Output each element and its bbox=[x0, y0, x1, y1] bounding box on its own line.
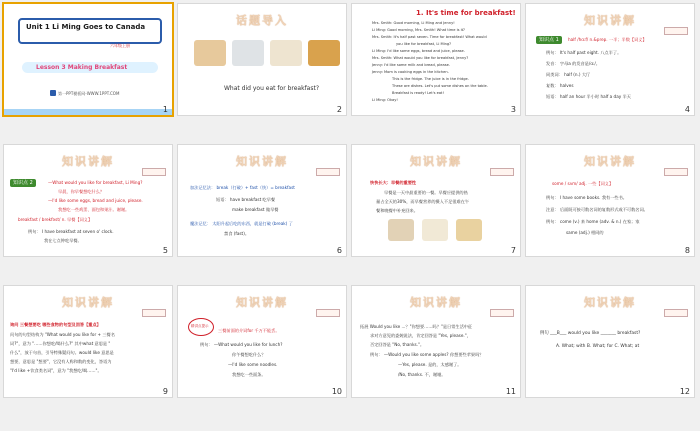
word-definition: some / sʌm/ adj. 一些【词义】 bbox=[552, 181, 614, 186]
body-line: 想要，意思是 "想要"，它没有人称和数的变化，答语为 bbox=[10, 359, 112, 364]
dialog-line: 早晨，你早餐想吃什么？ bbox=[58, 189, 105, 194]
slide-number: 7 bbox=[510, 246, 516, 255]
example-line: 短语： half an hour 半小时 half a day 半天 bbox=[546, 94, 631, 99]
dialog-line: Breakfast is ready! Let's eat! bbox=[392, 91, 444, 95]
slide-heading: 知识讲解 bbox=[236, 155, 288, 168]
example-line: /No, thanks. 不，谢谢。 bbox=[398, 372, 446, 377]
dialog-line: Li Ming: Good morning, Mrs. Smith! What time is it? bbox=[372, 28, 465, 32]
example-line: 例句： —Would you like some apples? 你想要些苹果吗？ bbox=[370, 352, 484, 357]
slide-heading: 知识讲解 bbox=[584, 296, 636, 309]
example-line: —I'd like some noodles. bbox=[228, 362, 278, 367]
slide-thumbnail-5[interactable] bbox=[3, 144, 173, 257]
body-line: 否定回答是 "No, thanks."。 bbox=[370, 342, 425, 347]
tag-icon bbox=[664, 168, 688, 176]
example-line: 例句： I have breakfast at seven o' clock. bbox=[28, 229, 114, 234]
body-line: 什么"，放于句首，引导特殊疑问句。would like 意思是 bbox=[10, 350, 114, 355]
slide-thumbnail-12[interactable] bbox=[525, 285, 695, 398]
dialog-line: Li Ming: I'd like some eggs, bread and juice, please. bbox=[372, 49, 465, 53]
eggs-photo bbox=[388, 219, 414, 241]
dialog-line: Mrs. Smith: What would you like for breakfast, Jenny? bbox=[372, 56, 469, 60]
footer-text: 第一PPT模板网-WWW.1PPT.COM bbox=[58, 91, 120, 96]
slide-number: 1 bbox=[162, 105, 168, 114]
logo-icon bbox=[50, 90, 56, 96]
tag-icon bbox=[490, 309, 514, 317]
slide-number: 12 bbox=[679, 387, 690, 396]
tip-label: 精讲点提示 bbox=[191, 324, 209, 328]
slide-thumbnail-8[interactable] bbox=[525, 144, 695, 257]
slide-thumbnail-4[interactable] bbox=[525, 3, 695, 116]
body-line: 量占全天的30%，而早餐营养的摄入不足很难在午 bbox=[376, 199, 470, 204]
grammar-title: 询问 三餐想要吃 哪些食物的句型及回答【重点】 bbox=[10, 322, 101, 327]
dialog-line: Jenny: Mom is cooking eggs in the kitchen. bbox=[372, 70, 449, 74]
lesson-title: Lesson 3 Making Breakfast bbox=[36, 64, 128, 71]
subheading: 三餐前面的介词for 千万不能丢。 bbox=[218, 328, 280, 333]
example-line: 发音： 字母a 的发音是/ɑː/。 bbox=[546, 61, 600, 66]
example-line: 复数： halves bbox=[546, 83, 574, 88]
dialog-line: Li Ming: Okay! bbox=[372, 98, 398, 102]
slide-thumbnail-2[interactable] bbox=[177, 3, 347, 116]
tag-icon bbox=[316, 168, 340, 176]
phrase-line: 短语： have breakfast 吃早餐 bbox=[216, 197, 276, 202]
slide-heading: 知识讲解 bbox=[236, 296, 288, 309]
example-line: 同类词： half (n.) 大厅 bbox=[546, 72, 591, 77]
slide-thumbnail-10[interactable] bbox=[177, 285, 347, 398]
body-line: 词?"，意为 "……你想吃/喝什么?" 其中what 意思是 " bbox=[10, 341, 111, 346]
slide-heading: 知识讲解 bbox=[62, 296, 114, 309]
porridge-photo bbox=[456, 219, 482, 241]
slide-number: 3 bbox=[510, 105, 516, 114]
tag-icon bbox=[490, 168, 514, 176]
dialog-line: 我想吃一些鸡蛋、面包和果汁。谢谢。 bbox=[58, 207, 130, 212]
slide-thumbnail-11[interactable] bbox=[351, 285, 521, 398]
example-line: —Yes, please. 是的，太感谢了。 bbox=[398, 362, 462, 367]
knowledge-badge: 知识点 2 bbox=[10, 179, 36, 187]
memory-tip: 禁食 (fast)。 bbox=[224, 231, 250, 236]
example-line: same (adj.) 相同的 bbox=[566, 230, 604, 235]
tag-icon bbox=[316, 309, 340, 317]
example-line: 注意： 后面既可接可数名词的复数形式或不可数名词。 bbox=[546, 207, 648, 212]
example-line: 例句： It's half past eight. 八点半了。 bbox=[546, 50, 622, 55]
slide-heading: 知识讲解 bbox=[62, 155, 114, 168]
slide-number: 6 bbox=[336, 246, 342, 255]
example-line: 我想吃一些面条。 bbox=[232, 372, 266, 377]
slide-number: 4 bbox=[684, 105, 690, 114]
tag-icon bbox=[664, 309, 688, 317]
grade-label: 六年级上册 bbox=[110, 43, 130, 48]
title-banner bbox=[18, 18, 162, 44]
tag-icon bbox=[142, 168, 166, 176]
example-line: 我在七点钟吃早餐。 bbox=[44, 238, 82, 243]
slide-number: 11 bbox=[505, 387, 516, 396]
memory-tip: 魔法记忆： 太阳升起后吃的东西，就是打破 (break) 了 bbox=[190, 221, 293, 226]
body-line: 拓展 Would you like ...？"你想要……吗？"是日常生活中征 bbox=[360, 324, 473, 329]
fried-dough-photo bbox=[308, 40, 340, 66]
tag-icon bbox=[142, 309, 166, 317]
dialog-line: you like for breakfast, Li Ming? bbox=[396, 42, 452, 46]
slide-heading: 话题导入 bbox=[236, 14, 288, 27]
slide-number: 5 bbox=[162, 246, 168, 255]
slide-heading: 知识讲解 bbox=[410, 155, 462, 168]
dialog-line: —I'd like some eggs, bread and juice, please. bbox=[48, 198, 143, 203]
dialog-line: Mrs. Smith: It's half past seven. Time for breakfast! What would bbox=[372, 35, 487, 39]
example-line: 例句： I have some books. 我有一些书。 bbox=[546, 195, 627, 200]
dumplings-photo bbox=[270, 40, 302, 66]
slide-title: Unit 1 Li Ming Goes to Canada bbox=[26, 23, 146, 31]
slide-number: 10 bbox=[331, 387, 342, 396]
bun-photo bbox=[422, 219, 448, 241]
slide-number: 2 bbox=[336, 105, 342, 114]
dialog-line: Jenny: I'd like some milk and bread, please. bbox=[372, 63, 450, 67]
slide-thumbnail-7[interactable] bbox=[351, 144, 521, 257]
subheading: 快快长大：早餐的重要性 bbox=[370, 180, 417, 185]
example-line: 例句： come (v.) 来 home (adv. & n.) 在家；家 bbox=[546, 219, 640, 224]
body-line: 求对方意见的委婉说法，肯定回答是 "Yes, please."， bbox=[370, 333, 471, 338]
knowledge-badge: 知识点 1 bbox=[536, 36, 562, 44]
dialog-line: This is the fridge. The juice is in the fridge. bbox=[392, 77, 469, 81]
body-line: 早餐是一天中最重要的一餐。早餐应提供的热 bbox=[384, 190, 468, 195]
dialog-line: —What would you like for breakfast, Li Ming? bbox=[48, 180, 143, 185]
slide-heading: 1. It's time for breakfast! bbox=[416, 9, 516, 17]
example-line: 例句： —What would you like for lunch? bbox=[200, 342, 283, 347]
slide-heading: 知识讲解 bbox=[410, 296, 462, 309]
body-line: 餐和晚餐中补充回来。 bbox=[376, 208, 418, 213]
body-line: "I'd like +饮食类名词"，意为 "我想吃/喝……"。 bbox=[10, 368, 102, 373]
example-line: 你午餐想吃什么？ bbox=[232, 352, 266, 357]
word-definition: half /hɑːf/ n.&prep. 一半；半数【词义】 bbox=[568, 37, 647, 42]
phrase-line: make breakfast 做早餐 bbox=[232, 207, 279, 212]
question-text: What did you eat for breakfast? bbox=[224, 85, 320, 92]
exercise-question: 例句 ___B___ would you like _______ breakfast? bbox=[540, 331, 641, 336]
slide-thumbnail-1[interactable] bbox=[3, 3, 173, 116]
slide-thumbnail-3[interactable] bbox=[351, 3, 521, 116]
dialog-line: These are dishes. Let's put some dishes on the table. bbox=[392, 84, 488, 88]
body-line: 问句的句型结构为 "What would you like for + 三餐名 bbox=[10, 332, 115, 337]
slide-thumbnail-9[interactable] bbox=[3, 285, 173, 398]
dialog-line: Mrs. Smith: Good morning, Li Ming and Jenny! bbox=[372, 21, 455, 25]
tag-icon bbox=[664, 27, 688, 35]
slide-thumbnail-6[interactable] bbox=[177, 144, 347, 257]
bottom-stripe bbox=[4, 109, 172, 115]
slide-heading: 知识讲解 bbox=[584, 14, 636, 27]
slide-number: 9 bbox=[162, 387, 168, 396]
milk-photo bbox=[232, 40, 264, 66]
slide-heading: 知识讲解 bbox=[584, 155, 636, 168]
bread-photo bbox=[194, 40, 226, 66]
word-definition: breakfast / brekfəst/ n. 早餐【词义】 bbox=[18, 217, 93, 222]
exercise-options: A. What; with B. What; for C. What; at bbox=[556, 344, 640, 349]
slide-number: 8 bbox=[684, 246, 690, 255]
memory-tip: 加法记忆法： break（打破）+ fast（快）= breakfast bbox=[190, 185, 295, 190]
